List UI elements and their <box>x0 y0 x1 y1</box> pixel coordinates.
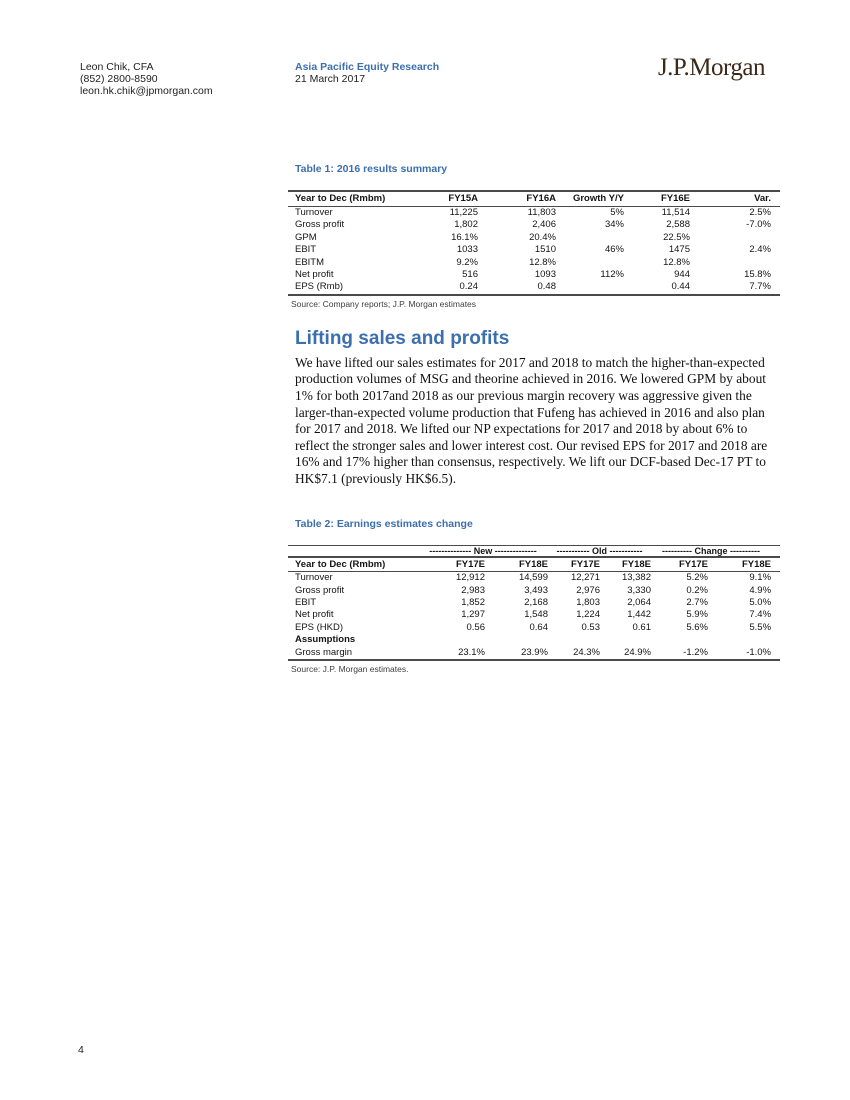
page-number: 4 <box>78 1044 84 1056</box>
cell-value: 11,225 <box>449 207 478 218</box>
cell-value: 7.7% <box>749 281 771 293</box>
cell-value: 5% <box>610 207 624 218</box>
row-label: Net profit <box>295 609 334 621</box>
row-label: EBIT <box>295 244 317 256</box>
cell-value: 2,976 <box>576 584 600 596</box>
cell-value: 2,406 <box>532 219 556 231</box>
cell-value: 0.24 <box>459 281 478 293</box>
cell-value: 0.61 <box>632 621 651 633</box>
column-header: Year to Dec (Rmbm) <box>288 557 418 572</box>
row-label: EBITM <box>295 256 325 268</box>
cell-value: 24.3% <box>573 646 600 658</box>
analyst-phone: (852) 2800-8590 <box>80 73 158 85</box>
column-header: FY18E <box>600 557 651 572</box>
column-header: FY16E <box>624 191 690 207</box>
cell-value <box>556 281 624 294</box>
group-header-spacer <box>288 545 418 557</box>
research-division-title: Asia Pacific Equity Research <box>295 61 440 73</box>
table2-group-header-row <box>288 545 780 557</box>
section-paragraph: We have lifted our sales estimates for 2017 and 2018 to match the higher-than-expected production volumes of MSG and theorine achieved in 2016. We lowered GPM by about 1% for both 2017and 2018 as our previous margin recovery was aggressive given the larger-than-expected volume production that Fufeng has achieved in 2016 and also plan for 2017 and 2018. We lifted our NP expectations for 2017 and 2018 by about 6% to reflect the stronger sales and lower interest cost. Our revised EPS for 2017 and 2018 are 16% and 17% higher than consensus, respectively. We lift our DCF-based Dec-17 PT to HK$7.1 (previously HK$6.5). <box>295 354 768 486</box>
column-header: Growth Y/Y <box>556 191 624 207</box>
table-row <box>288 572 780 585</box>
section-heading: Lifting sales and profits <box>295 327 510 349</box>
cell-value: 2,588 <box>666 219 690 231</box>
cell-value: 1,852 <box>461 596 485 608</box>
cell-value: 1033 <box>456 244 478 256</box>
cell-value <box>556 257 624 269</box>
row-label: EPS (Rmb) <box>295 281 344 293</box>
table-row <box>288 609 780 621</box>
table1-source-note: Source: Company reports; J.P. Morgan estimates <box>291 298 477 309</box>
report-header-block <box>295 61 439 85</box>
table-row <box>288 257 780 269</box>
group-header-change: ---------- Change ---------- <box>651 545 780 557</box>
cell-value: 0.56 <box>466 621 485 633</box>
column-header: FY18E <box>485 557 548 572</box>
cell-value <box>556 232 624 244</box>
column-header: FY17E <box>548 557 600 572</box>
cell-value <box>418 634 485 646</box>
cell-value: 16.1% <box>451 231 478 243</box>
report-date: 21 March 2017 <box>295 73 366 85</box>
table1-header-row <box>288 191 780 207</box>
table-row <box>288 207 780 220</box>
cell-value: 5.6% <box>686 621 708 633</box>
cell-value: -7.0% <box>746 219 771 231</box>
table-row <box>288 232 780 244</box>
cell-value: 1093 <box>534 269 556 281</box>
cell-value: 5.5% <box>749 621 772 633</box>
table-row <box>288 244 780 256</box>
table-row <box>288 622 780 634</box>
cell-value: 7.4% <box>749 609 772 621</box>
cell-value: 1510 <box>534 244 556 256</box>
column-header: FY17E <box>651 557 708 572</box>
group-header-new: -------------- New -------------- <box>418 545 548 557</box>
cell-value: 1,224 <box>576 609 600 621</box>
cell-value: 11,803 <box>527 207 556 218</box>
row-label: Turnover <box>295 207 333 218</box>
main-content-column <box>288 163 780 675</box>
table1-title: Table 1: 2016 results summary <box>295 163 448 175</box>
column-header: FY17E <box>418 557 485 572</box>
cell-value: 112% <box>600 269 624 281</box>
cell-value: 12.8% <box>529 256 556 268</box>
analyst-name: Leon Chik, CFA <box>80 61 154 73</box>
group-header-old: ----------- Old ----------- <box>548 545 651 557</box>
cell-value: 46% <box>604 244 624 256</box>
cell-value: 5.0% <box>749 596 772 608</box>
cell-value: 24.9% <box>624 646 651 658</box>
results-summary-table <box>288 190 780 296</box>
cell-value: 9.2% <box>456 256 478 268</box>
cell-value: 34% <box>604 219 624 231</box>
cell-value: 0.64 <box>529 621 548 633</box>
cell-value: 2.4% <box>749 244 771 256</box>
column-header: FY15A <box>408 191 478 207</box>
cell-value: 15.8% <box>744 269 771 281</box>
analyst-email: leon.hk.chik@jpmorgan.com <box>80 85 213 97</box>
table-row <box>288 647 780 660</box>
table-row <box>288 597 780 609</box>
cell-value: 5.9% <box>686 609 708 621</box>
cell-value: -1.0% <box>746 646 772 658</box>
cell-value: 3,330 <box>627 584 651 596</box>
cell-value <box>485 634 548 646</box>
row-label: Net profit <box>295 269 334 281</box>
row-label: Gross margin <box>295 646 353 658</box>
table-row <box>288 281 780 294</box>
cell-value: 1,548 <box>524 609 548 621</box>
cell-value: 0.44 <box>671 281 690 293</box>
cell-value: 1,297 <box>461 609 485 621</box>
table-row <box>288 269 780 281</box>
column-header: Year to Dec (Rmbm) <box>288 191 408 207</box>
column-header: Var. <box>690 191 780 207</box>
cell-value: 2,064 <box>627 596 651 608</box>
table2-source-note: Source: J.P. Morgan estimates. <box>291 663 409 674</box>
cell-value: 23.9% <box>521 646 548 658</box>
cell-value: 2,168 <box>524 596 548 608</box>
row-label: Turnover <box>295 572 333 584</box>
cell-value: 5.2% <box>686 572 708 584</box>
cell-value: 516 <box>462 269 478 281</box>
cell-value: 9.1% <box>749 572 772 584</box>
table2-title: Table 2: Earnings estimates change <box>295 517 473 530</box>
table-row <box>288 585 780 597</box>
cell-value: 4.9% <box>749 584 772 596</box>
cell-value: 0.53 <box>581 621 600 633</box>
cell-value <box>690 232 780 244</box>
column-header: FY16A <box>478 191 556 207</box>
cell-value: 23.1% <box>458 646 485 658</box>
cell-value: 0.2% <box>686 584 708 596</box>
row-label: GPM <box>295 231 317 243</box>
cell-value <box>708 634 780 646</box>
cell-value: -1.2% <box>683 646 708 658</box>
cell-value: 944 <box>674 269 690 281</box>
cell-value: 12,271 <box>570 572 600 584</box>
table-row <box>288 634 780 646</box>
cell-value: 20.4% <box>529 231 556 243</box>
cell-value: 2.7% <box>686 596 708 608</box>
row-label: Gross profit <box>295 219 345 231</box>
analyst-contact-block <box>80 61 213 97</box>
column-header: FY18E <box>708 557 780 572</box>
row-label: Gross profit <box>295 584 345 596</box>
table2-header-row <box>288 557 780 572</box>
cell-value: 2,983 <box>461 584 485 596</box>
cell-value: 22.5% <box>663 231 690 243</box>
cell-value: 3,493 <box>524 584 548 596</box>
row-label: EBIT <box>295 596 317 608</box>
cell-value: 13,382 <box>621 572 651 584</box>
row-label: EPS (HKD) <box>295 621 344 633</box>
cell-value <box>651 634 708 646</box>
cell-value: 2.5% <box>749 207 771 218</box>
cell-value <box>600 634 651 646</box>
cell-value <box>690 257 780 269</box>
cell-value: 11,514 <box>661 207 690 218</box>
row-label: Assumptions <box>295 634 356 646</box>
table-row <box>288 219 780 231</box>
cell-value: 14,599 <box>518 572 548 584</box>
cell-value: 0.48 <box>537 281 556 293</box>
cell-value: 1475 <box>668 244 690 256</box>
cell-value: 1,803 <box>576 596 600 608</box>
cell-value: 1,802 <box>454 219 478 231</box>
cell-value: 1,442 <box>627 609 651 621</box>
cell-value: 12,912 <box>455 572 485 584</box>
cell-value: 12.8% <box>663 256 690 268</box>
earnings-estimates-table <box>288 545 780 661</box>
cell-value <box>548 634 600 646</box>
jpmorgan-logo: J.P.Morgan <box>657 54 765 81</box>
